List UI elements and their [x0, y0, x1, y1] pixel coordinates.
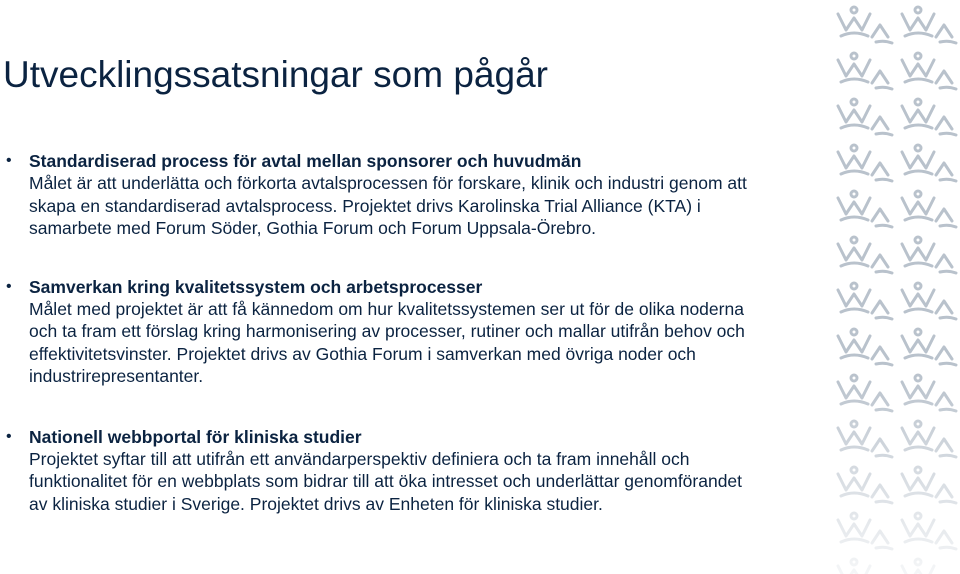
body-line: effektivitetsvinster. Projektet drivs av Gothia Forum i samverkan med övriga noder och	[29, 343, 696, 364]
slide-title: Utvecklingssatsningar som pågår	[3, 54, 548, 95]
bullet-heading: Standardiserad process för avtal mellan sponsorer och huvudmän	[29, 151, 582, 171]
bullet-list	[0, 150, 830, 515]
body-line: och ta fram ett förslag kring harmonisering av processer, rutiner och mallar utifrån behov och	[29, 321, 745, 341]
bullet-item-webbportal	[0, 426, 830, 516]
bullet-item-avtal	[0, 150, 830, 240]
bullet-heading: Samverkan kring kvalitetssystem och arbetsprocesser	[29, 276, 483, 297]
bullet-icon: •	[6, 427, 12, 445]
body-line: industrirepresentanter.	[29, 366, 204, 386]
bullet-icon: •	[6, 152, 12, 169]
body-line: samarbete med Forum Söder, Gothia Forum och Forum Uppsala-Örebro.	[29, 218, 597, 238]
body-line: Projektet syftar till att utifrån ett användarperspektiv definiera och ta fram innehåll och	[29, 448, 690, 469]
crown-pattern-icon	[832, 0, 960, 574]
bullet-item-kvalitet	[0, 276, 830, 388]
bullet-body	[29, 298, 830, 388]
body-line: Målet med projektet är att få kännedom om hur kvalitetssystemen ser ut för de olika noderna	[29, 298, 744, 319]
body-line: Målet är att underlätta och förkorta avtalsprocessen för forskare, klinik och industri genom att	[29, 173, 747, 193]
body-line: funktionalitet för en webbplats som bidrar till att öka intresset och underlättar genomförandet	[29, 471, 743, 491]
bullet-body	[29, 448, 830, 516]
body-line: skapa en standardiserad avtalsprocess. Projektet drivs Karolinska Trial Alliance (KTA) i	[29, 195, 701, 216]
bullet-heading: Nationell webbportal för kliniska studier	[29, 426, 362, 447]
body-line: av kliniska studier i Sverige. Projektet drivs av Enheten för kliniska studier.	[29, 493, 603, 514]
bullet-body	[29, 172, 830, 240]
bullet-icon: •	[6, 277, 12, 295]
